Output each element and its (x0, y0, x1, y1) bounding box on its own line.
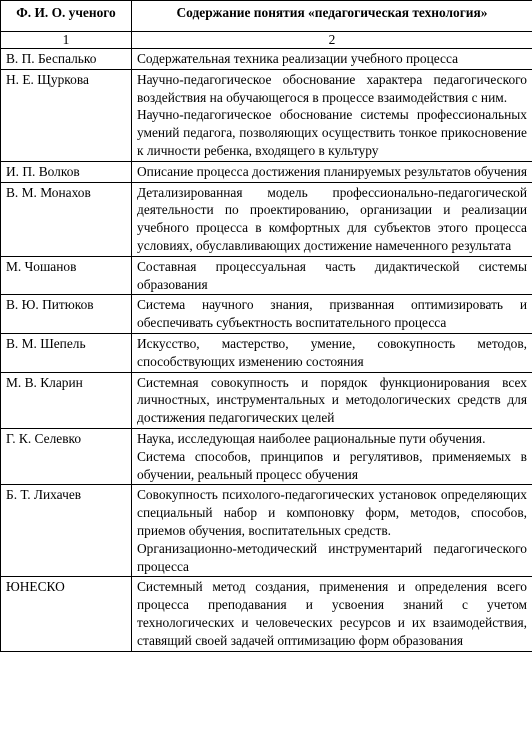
table-row (1, 295, 532, 334)
header-concept-content: Содержание понятия «педагогическая технология» (132, 1, 532, 32)
table-row (1, 182, 532, 256)
column-number-row (1, 32, 532, 49)
definition-paragraph: Система способов, принципов и регулятивов, применяемых в обучении, реальный процесс обучения (137, 448, 527, 482)
definition-paragraph: Детализированная модель профессионально-педагогической деятельности по проектированию, организации и реализации учебного процесса в комфортных для субъектов этого процесса условиях, обуславливающих достижение намеченного результата (137, 184, 527, 253)
scientist-name: М. В. Кларин (1, 372, 132, 428)
definition-paragraph: Системный метод создания, применения и определения всего процесса преподавания и усвоения знаний с учетом технологических и человеческих ресурсов и их взаимодействия, ставящий своей задачей оптимизацию форм образования (137, 579, 527, 648)
concept-definition (132, 428, 532, 484)
concept-definition (132, 372, 532, 428)
concept-definition (132, 182, 532, 256)
definition-paragraph: Организационно-методический инструментарий педагогического процесса (137, 540, 527, 574)
definition-paragraph: Системная совокупность и порядок функционирования всех личностных, инструментальных и методологических средств для достижения педагогических целей (137, 374, 527, 426)
definition-paragraph: Научно-педагогическое обоснование характера педагогического воздействия на обучающегося в процессе взаимодействия с ним. (137, 71, 527, 105)
definition-paragraph: Наука, исследующая наиболее рациональные пути обучения. (137, 430, 486, 446)
scientist-name: Н. Е. Щуркова (1, 69, 132, 161)
concept-definition (132, 577, 532, 651)
concept-definition (132, 69, 532, 161)
column-number: 2 (132, 32, 532, 49)
concept-definition (132, 485, 532, 577)
scientist-name: В. П. Беспалько (1, 49, 132, 70)
concept-definition (132, 49, 532, 70)
table-row (1, 485, 532, 577)
definition-paragraph: Содержательная техника реализации учебного процесса (137, 51, 459, 66)
table-row (1, 161, 532, 182)
definition-paragraph: Искусство, мастерство, умение, совокупность методов, способствующих изменению состояния (137, 335, 527, 369)
scientist-name: Б. Т. Лихачев (1, 485, 132, 577)
definition-paragraph: Совокупность психолого-педагогических установок определяющих специальный набор и компоновку форм, методов, способов, приемов обучения, воспитательных средств. (137, 487, 527, 538)
table-row (1, 69, 532, 161)
table-row (1, 333, 532, 372)
definition-paragraph: Научно-педагогическое обоснование системы профессиональных умений педагога, позволяющих осуществить тонкое прикосновение к личности ребенка, входящего в культуру (137, 107, 527, 158)
scientist-name: ЮНЕСКО (1, 577, 132, 651)
scientist-name: В. М. Монахов (1, 182, 132, 256)
scientist-name: И. П. Волков (1, 161, 132, 182)
definition-paragraph: Составная процессуальная часть дидактической системы образования (137, 258, 527, 292)
scientist-name: Г. К. Селевко (1, 428, 132, 484)
column-number: 1 (1, 32, 132, 49)
table-row (1, 49, 532, 70)
header-scientist-name: Ф. И. О. ученого (1, 1, 132, 32)
concept-definition (132, 161, 532, 182)
concept-definition (132, 256, 532, 295)
scientist-name: М. Чошанов (1, 256, 132, 295)
scientist-name: В. Ю. Питюков (1, 295, 132, 334)
table-row (1, 372, 532, 428)
definition-paragraph: Система научного знания, призванная оптимизировать и обеспечивать субъектность воспитательного процесса (137, 297, 527, 331)
header-row (1, 1, 532, 32)
table-row (1, 256, 532, 295)
concept-definition (132, 295, 532, 334)
scientist-name: В. М. Шепель (1, 333, 132, 372)
table-row (1, 577, 532, 651)
definition-paragraph: Описание процесса достижения планируемых результатов обучения (137, 163, 528, 179)
concept-definition (132, 333, 532, 372)
table-row (1, 428, 532, 484)
